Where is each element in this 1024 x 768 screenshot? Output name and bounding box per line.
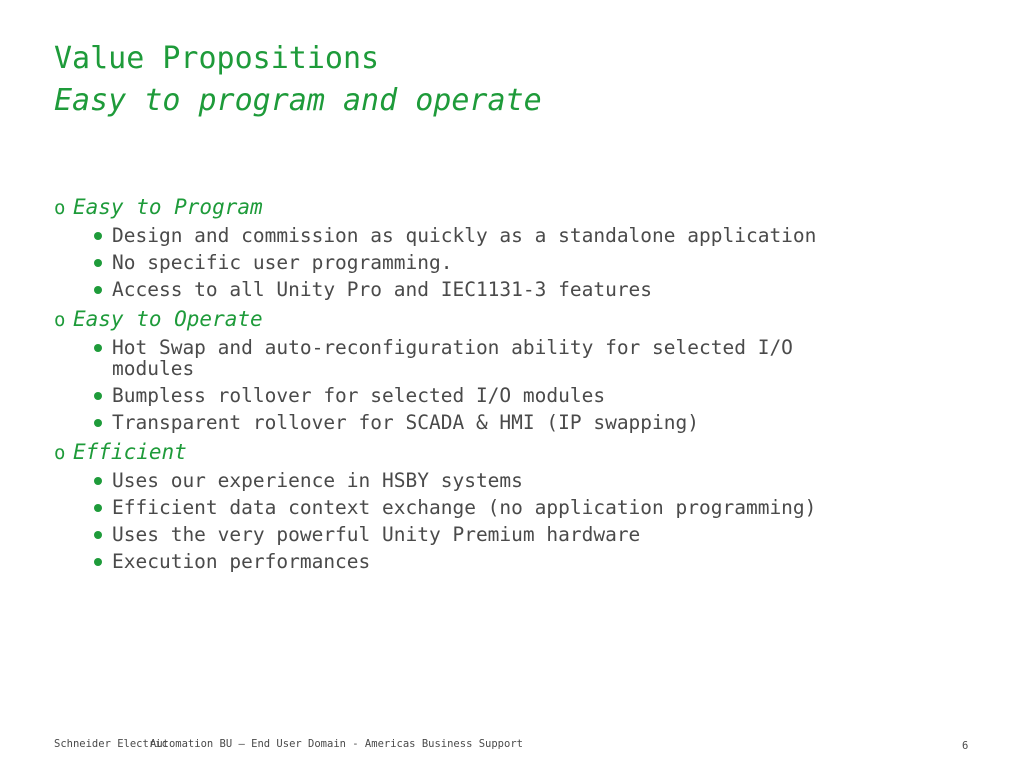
bullet-item	[54, 497, 954, 518]
bullet-item	[54, 524, 954, 545]
bullet-text: Efficient data context exchange (no application programming)	[112, 496, 817, 519]
section-marker: o	[54, 309, 66, 331]
bullet-item	[54, 279, 954, 300]
bullet-dot-icon	[92, 337, 112, 358]
section-marker: o	[54, 197, 66, 219]
section-marker: o	[54, 442, 66, 464]
section-label: Easy to Program	[73, 195, 263, 219]
bullet-item	[54, 385, 954, 406]
title-subtitle: Easy to program and operate	[54, 83, 542, 118]
section-easy-to-program	[54, 194, 954, 300]
bullet-dot-icon	[92, 497, 112, 518]
bullet-item	[54, 225, 954, 246]
bullet-text: Uses our experience in HSBY systems	[112, 469, 523, 492]
page-number: 6	[962, 740, 969, 752]
section-heading	[54, 306, 954, 334]
bullet-dot-icon	[92, 252, 112, 273]
section-easy-to-operate	[54, 306, 954, 433]
slide-content	[54, 194, 954, 578]
title-main: Value Propositions	[54, 41, 380, 76]
bullet-item	[54, 337, 954, 379]
footer-department: Automation BU – End User Domain - Americas Business Support	[150, 738, 523, 750]
bullet-text: Execution performances	[112, 550, 371, 573]
bullet-item	[54, 412, 954, 433]
slide-title	[54, 38, 542, 122]
bullet-text: Hot Swap and auto-reconfiguration ability for selected I/O modules	[112, 336, 793, 380]
bullet-list	[54, 225, 954, 300]
bullet-text: Uses the very powerful Unity Premium hardware	[112, 523, 641, 546]
bullet-dot-icon	[92, 225, 112, 246]
bullet-text: Access to all Unity Pro and IEC1131-3 features	[112, 278, 653, 301]
bullet-text: Bumpless rollover for selected I/O modules	[112, 384, 606, 407]
bullet-dot-icon	[92, 524, 112, 545]
bullet-dot-icon	[92, 279, 112, 300]
section-efficient	[54, 439, 954, 572]
bullet-dot-icon	[92, 412, 112, 433]
section-heading	[54, 439, 954, 467]
section-heading	[54, 194, 954, 222]
bullet-list	[54, 337, 954, 433]
bullet-dot-icon	[92, 385, 112, 406]
section-label: Efficient	[73, 440, 187, 464]
bullet-text: Design and commission as quickly as a standalone application	[112, 224, 817, 247]
bullet-text: No specific user programming.	[112, 251, 453, 274]
bullet-item	[54, 470, 954, 491]
bullet-dot-icon	[92, 551, 112, 572]
bullet-list	[54, 470, 954, 572]
bullet-dot-icon	[92, 470, 112, 491]
footer-company: Schneider Electric	[54, 738, 168, 750]
section-label: Easy to Operate	[73, 307, 263, 331]
bullet-text: Transparent rollover for SCADA & HMI (IP swapping)	[112, 411, 699, 434]
bullet-item	[54, 252, 954, 273]
bullet-item	[54, 551, 954, 572]
